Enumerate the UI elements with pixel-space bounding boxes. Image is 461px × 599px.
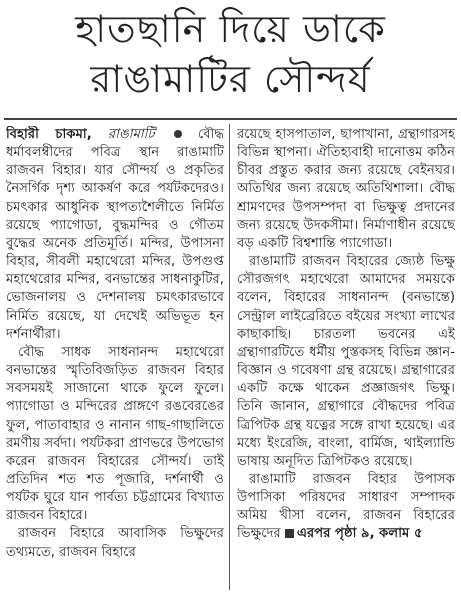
right-column — [237, 126, 455, 596]
paragraph-text: বৌদ্ধ ধর্মাবলম্বীদের পবিত্র স্থান রাঙামাটি রাজবন বিহার। যার সৌন্দর্য ও প্রকৃতির নৈসর্গিক দৃশ্য আকর্ষণ করে পর্যটকদেরও। চমৎকার আধুনিক স্থাপত্যশৈলীতে নির্মিত রয়েছে প্যাগোডা, বুদ্ধমন্দির ও গৌতম বুদ্ধের অনেক প্রতিমূর্তি। মন্দির, উপাসনা বিহার, সীবলী মহাথেরো মন্দির, উপগুপ্ত মহাথেরোর মন্দির, বনভান্তের সাধনাকুটির, ভোজনালয় ও দেশনালয় চমৎকারভাবে নির্মিত রয়েছে, যা দেখেই অভিভূত হন দর্শনার্থীরা। — [6, 127, 224, 342]
headline-line-2: রাঙামাটির সৌন্দর্য — [90, 57, 371, 101]
left-column — [6, 126, 224, 596]
article-paragraph — [237, 471, 455, 544]
article-paragraph: রাঙামাটি রাজবন বিহারের জ্যেষ্ঠ ভিক্ষু সৌরজগৎ মহাথেরো আমাদের সময়কে বলেন, বিহারের সাধনানন্দ (বনভান্তে) সেন্ট্রাল লাইব্রেরিতে বইয়ের সংখ্যা লাখের কাছাকাছি। চারতলা ভবনের এই গ্রন্থাগারটিতে ধর্মীয় পুস্তকসহ বিভিন্ন জ্ঞান-বিজ্ঞান ও গবেষণা গ্রন্থ রয়েছে। গ্রন্থাগারের একটি কক্ষে থাকেন প্রজ্ঞাজগৎ ভিক্ষু। তিনি জানান, গ্রন্থাগারে বৌদ্ধদের পবিত্র ত্রিপিটক গ্রন্থ যত্নের সঙ্গে রাখা হয়েছে। এর মধ্যে ইংরেজি, বাংলা, বার্মিজ, থাইল্যান্ডি ভাষায় অনূদিত ত্রিপিটকও রয়েছে। — [237, 254, 455, 469]
continuation-note: এরপর পৃষ্ঠা ৯, কলাম ৫ — [296, 526, 423, 542]
headline — [0, 4, 461, 104]
headline-rule — [4, 118, 457, 120]
headline-line-1: হাতছানি দিয়ে ডাকে — [75, 7, 386, 51]
article-paragraph: রয়েছে হাসপাতাল, ছাপাখানা, গ্রন্থাগারসহ বিভিন্ন স্থাপনা। ঐতিহ্যবাহী দানোত্তম কঠিন চীবর প্রস্তুত করার জন্য রয়েছে বেইনঘর। অতিথির জন্য রয়েছে অতিথিশালা। বৌদ্ধ শ্রামণদের উপসম্পদা বা ভিক্ষুত্ব প্রদানের জন্য রয়েছে উদকসীমা। নির্মাণাধীন রয়েছে বড় একটি বিশ্বশান্তি প্যাগোডা। — [237, 127, 455, 251]
byline-author: বিহারী চাকমা, — [6, 127, 92, 142]
continuation-square-icon — [285, 529, 294, 538]
paragraph-text: রাঙামাটি রাজবন বিহার উপাসক উপাসিকা পরিষদের সাধারণ সম্পাদক অমিয় খীসা বলেন, রাজবন বিহারের ভিক্ষুদের — [237, 471, 455, 542]
article-paragraph — [6, 126, 224, 344]
article-paragraph: রাজবন বিহারে আবাসিক ভিক্ষুদের তথ্যমতে, রাজবন বিহারে — [6, 526, 224, 560]
article-paragraph: বৌদ্ধ সাধক সাধনানন্দ মহাথেরো বনভান্তের স্মৃতিবিজড়িত রাজবন বিহার সবসময়ই সাজানো থাকে ফুলে ফুলে। প্যাগোডা ও মন্দিরের প্রাঙ্গণে রঙবেরঙের ফুল, পাতাবাহার ও নানান গাছ-গাছালিতে রমণীয় সর্বদা। পর্যটকরা প্রাণভরে উপভোগ করেন রাজবন বিহারের সৌন্দর্য। তাই প্রতিদিন শত শত পূজারি, দর্শনার্থী ও পর্যটক ঘুরে যান পার্বত্য চট্টগ্রামের বিখ্যাত রাজবন বিহারে। — [6, 344, 224, 524]
byline-bullet-icon — [174, 130, 182, 138]
byline-place: রাঙামাটি — [107, 127, 155, 142]
column-divider — [229, 124, 230, 590]
